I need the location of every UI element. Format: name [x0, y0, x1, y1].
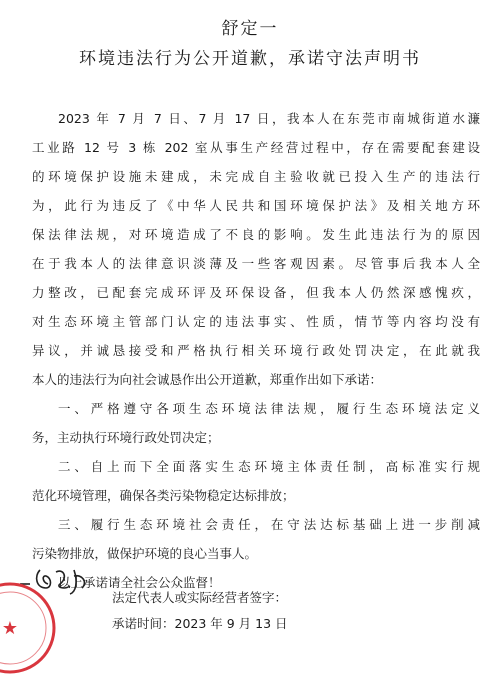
paragraph-line: 保法律法规，对环境造成了不良的影响。发生此违法行为的原因 — [32, 227, 480, 242]
paragraph-line: 在于我本人的法律意识淡薄及一些客观因素。尽管事后我本人全 — [32, 256, 480, 271]
paragraph-line: 工业路 12 号 3 栋 202 室从事生产经营过程中，存在需要配套建设 — [32, 140, 480, 155]
paragraph-line: 一、严格遵守各项生态环境法律法规，履行生态环境法定义 — [58, 401, 480, 416]
paragraph-line: 为，此行为违反了《中华人民共和国环境保护法》及相关地方环 — [32, 198, 480, 213]
paragraph-line: 范化环境管理，确保各类污染物稳定达标排放； — [32, 488, 295, 503]
paragraph-line: 2023 年 7 月 7 日、7 月 17 日，我本人在东莞市南城街道水濂 — [58, 111, 480, 126]
paragraph-line: 异议，并诚恳接受和严格执行相关环境行政处罚决定，在此就我 — [32, 343, 480, 358]
paragraph-line: 二、自上而下全面落实生态环境主体责任制，高标准实行规 — [58, 459, 480, 474]
document-title: 环境违法行为公开道歉，承诺守法声明书 — [79, 49, 421, 69]
paragraph-line: 力整改，已配套完成环评及环保设备，但我本人仍然深感愧疚， — [32, 285, 480, 300]
signature-label: 法定代表人或实际经营者签字： — [112, 590, 288, 605]
document-body — [32, 104, 480, 597]
paragraph-line: 的环境保护设施未建成，未完成自主验收就已投入生产的违法行 — [32, 169, 480, 184]
paragraph-line: 本人的违法行为向社会诚恳作出公开道歉，郑重作出如下承诺： — [32, 372, 383, 387]
red-seal-stamp — [0, 580, 58, 676]
svg-text:★: ★ — [1, 618, 19, 639]
commitment-date: 承诺时间：2023 年 9 月 13 日 — [112, 616, 288, 631]
document-title-name: 舒定一 — [221, 19, 279, 39]
paragraph-line: 污染物排放，做保护环境的良心当事人。 — [32, 546, 258, 561]
paragraph-line: 对生态环境主管部门认定的违法事实、性质，情节等内容均没有 — [32, 314, 480, 329]
paragraph-line: 务，主动执行环境行政处罚决定； — [32, 430, 220, 445]
paragraph-line: 三、履行生态环境社会责任，在守法达标基础上进一步削减 — [58, 517, 480, 532]
paragraph-line: 以上承诺请全社会公众监督！ — [58, 575, 221, 590]
